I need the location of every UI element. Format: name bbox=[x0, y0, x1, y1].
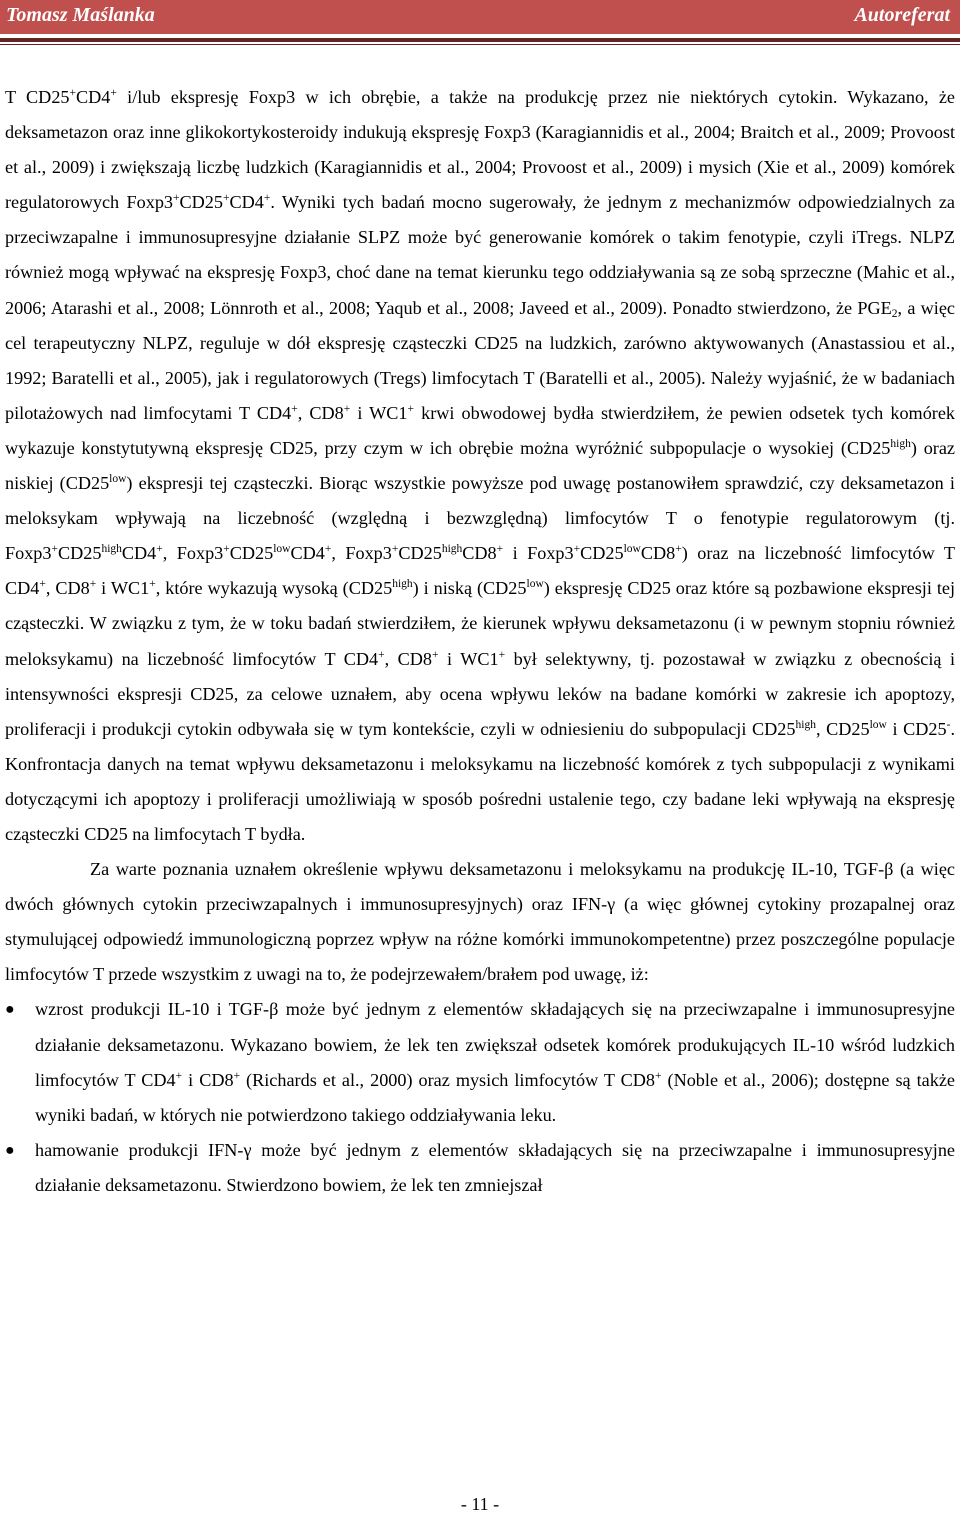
page-number: - 11 - bbox=[460, 1494, 500, 1514]
list-item: ● wzrost produkcji IL-10 i TGF-β może być jednym z elementów składających się na przeciwzapalne i immunosupresyjne działanie deksametazonu. Wykazano bowiem, że lek ten zwiększał odsetek komórek produkujących IL-10 wśród ludzkich limfocytów T CD4+ i CD8+ (Richards et al., 2000) oraz mysich limfocytów T CD8+ (Noble et al., 2006); dostępne są także wyniki badań, w których nie potwierdzono takiego oddziaływania leku. bbox=[5, 992, 955, 1132]
bullet-icon: ● bbox=[5, 1001, 15, 1019]
list-item: ● hamowanie produkcji IFN-γ może być jednym z elementów składających się na przeciwzapalne i immunosupresyjne działanie deksametazonu. Stwierdzono bowiem, że lek ten zmniejszał bbox=[5, 1133, 955, 1203]
header-rule-thin bbox=[0, 44, 960, 45]
header-rule-thick bbox=[0, 38, 960, 42]
document-body bbox=[5, 80, 955, 1203]
paragraph-tregs-background: T CD25+CD4+ i/lub ekspresję Foxp3 w ich obrębie, a także na produkcję przez nie niektórych cytokin. Wykazano, że deksametazon oraz inne glikokortykosteroidy indukują ekspresję Foxp3 (Karagiannidis et al., 2004; Braitch et al., 2009; Provoost et al., 2009) i zwiększają liczbę ludzkich (Karagiannidis et al., 2004; Provoost et al., 2009) i mysich (Xie et al., 2009) komórek regulatorowych Foxp3+CD25+CD4+. Wyniki tych badań mocno sugerowały, że jednym z mechanizmów odpowiedzialnych za przeciwzapalne i immunosupresyjne działanie SLPZ może być generowanie komórek o takim fenotypie, czyli iTregs. NLPZ również mogą wpływać na ekspresję Foxp3, choć dane na temat kierunku tego oddziaływania są ze sobą sprzeczne (Mahic et al., 2006; Atarashi et al., 2008; Lönnroth et al., 2008; Yaqub et al., 2008; Javeed et al., 2009). Ponadto stwierdzono, że $PGE_2$, a więc cel terapeutyczny NLPZ, reguluje w dół ekspresję cząsteczki CD25 na ludzkich, zarówno aktywowanych (Anastassiou et al., 1992; Baratelli et al., 2005), jak i regulatorowych (Tregs) limfocytach T (Baratelli et al., 2005). Należy wyjaśnić, że w badaniach pilotażowych nad limfocytami T CD4+, CD8+ i WC1+ krwi obwodowej bydła stwierdziłem, że pewien odsetek tych komórek wykazuje konstytutywną ekspresję CD25, przy czym w ich obrębie można wyróżnić subpopulacje o wysokiej $(CD25^{high})$ oraz niskiej $(CD25^{low})$ ekspresji tej cząsteczki. Biorąc wszystkie powyższe pod uwagę postanowiłem sprawdzić, czy deksametazon i meloksykam wpływają na liczebność (względną i bezwzględną) limfocytów T o fenotypie regulatorowym (tj. $Foxp3^+CD25^{high}CD4^+$, $Foxp3^+CD25^{low}CD4^+$, $Foxp3^+CD25^{high}CD8^+$ i $Foxp3^+CD25^{low}CD8^+$) oraz na liczebność limfocytów T CD4+, CD8+ i WC1+, które wykazują wysoką $(CD25^{high})$ i niską $(CD25^{low})$ ekspresję CD25 oraz które są pozbawione ekspresji tej cząsteczki. W związku z tym, że w toku badań stwierdziłem, że kierunek wpływu deksametazonu (i w pewnym stopniu również meloksykamu) na liczebność limfocytów T CD4+, CD8+ i WC1+ był selektywny, tj. pozostawał w związku z obecnością i intensywności ekspresji CD25, za celowe uznałem, aby ocena wpływu leków na badane komórki w zakresie ich apoptozy, proliferacji i produkcji cytokin odbywała się w tym kontekście, czyli w odniesieniu do subpopulacji $CD25^{high}$, $CD25^{low}$ i CD25-. Konfrontacja danych na temat wpływu deksametazonu i meloksykamu na liczebność komórek z tych subpopulacji z wynikami dotyczącymi ich apoptozy i proliferacji umożliwiają w sposób pośredni ustalenie tego, czy badane leki wpływają na ekspresję cząsteczki CD25 na limfocytach T bydła. bbox=[5, 87, 956, 844]
header-document-type: Autoreferat bbox=[854, 4, 950, 26]
paragraph-cytokine-rationale: Za warte poznania uznałem określenie wpływu deksametazonu i meloksykamu na produkcję IL-10, TGF-β (a więc dwóch głównych cytokin przeciwzapalnych i immunosupresyjnych) oraz IFN-γ (a więc głównej cytokiny prozapalnej oraz stymulującej odpowiedź immunologiczną poprzez wpływ na różne komórki immunokompetentne) przez poszczególne populacje limfocytów T przede wszystkim z uwagi na to, że podejrzewałem/brałem pod uwagę, iż: bbox=[5, 859, 955, 985]
header-author: Tomasz Maślanka bbox=[6, 4, 155, 26]
hypothesis-list bbox=[5, 992, 955, 1203]
page-header bbox=[0, 0, 960, 34]
bullet-icon: ● bbox=[5, 1141, 15, 1159]
